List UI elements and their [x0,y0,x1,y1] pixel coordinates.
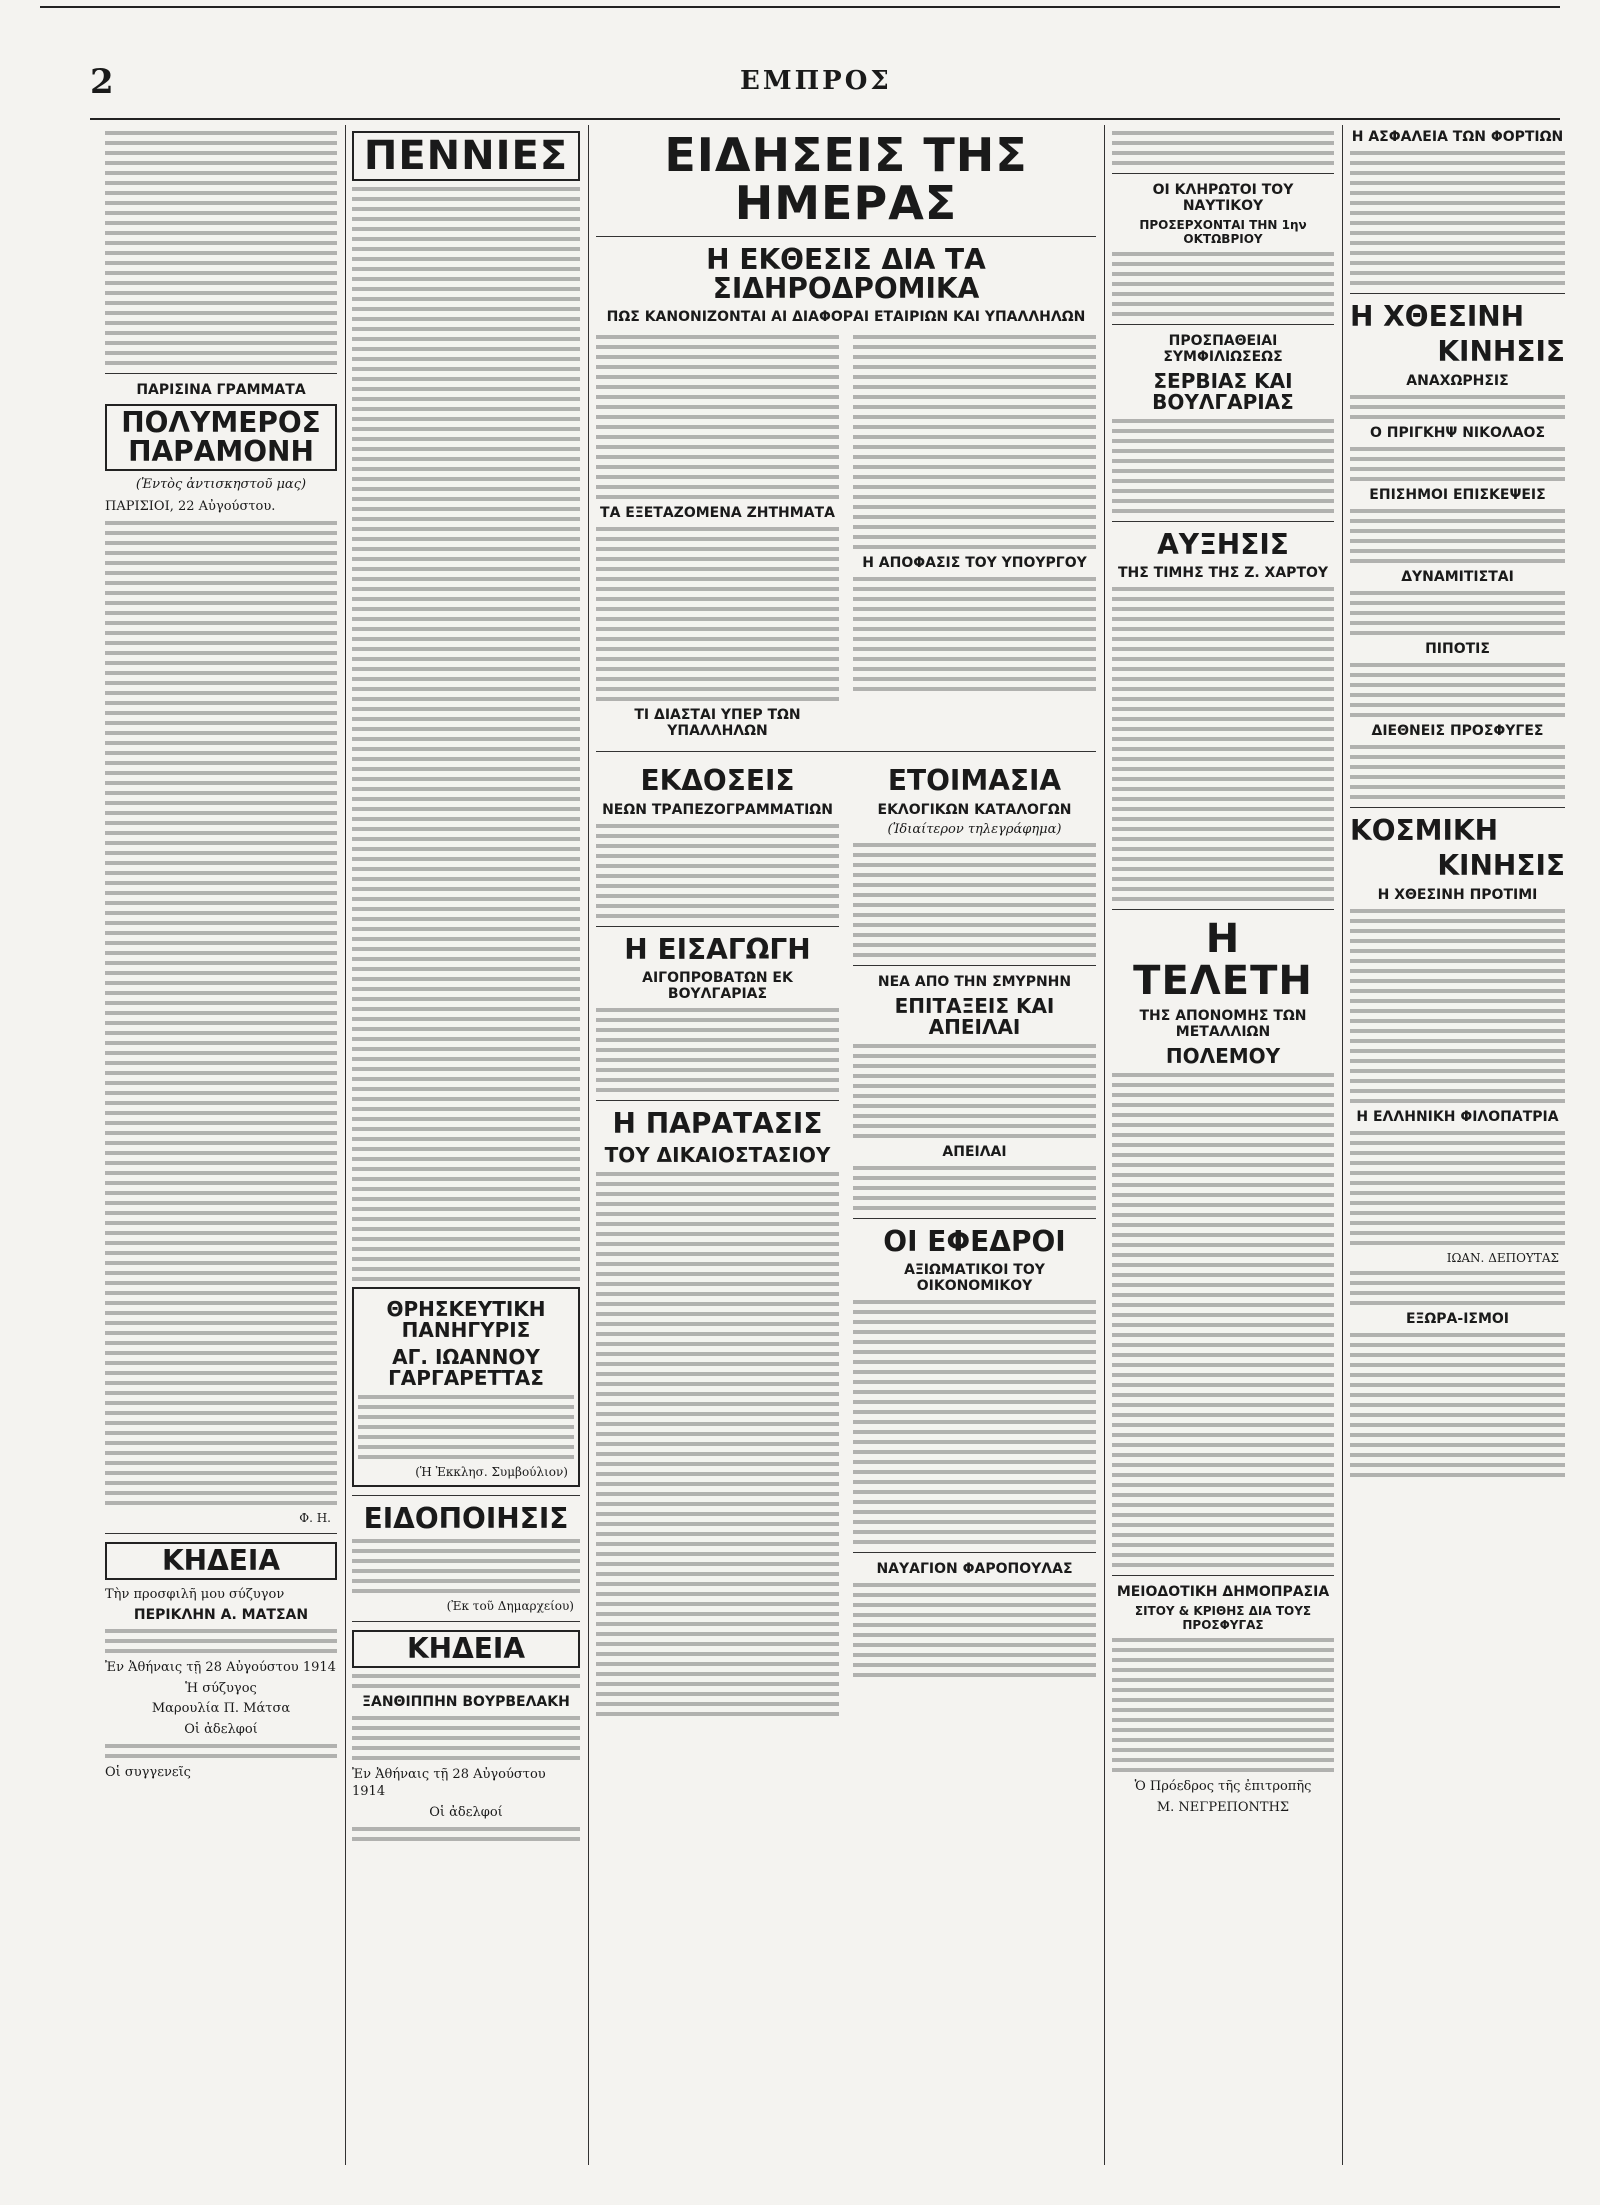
headline: ΝΑΥΑΓΙΟΝ ΦΑΡΟΠΟΥΛΑΣ [876,1561,1073,1578]
headline: ΚΟΣΜΙΚΗ [1350,813,1499,847]
article-body [1112,1638,1334,1772]
headline: ΕΤΟΙΜΑΣΙΑ [887,764,1062,798]
item-title: ΕΠΙΣΗΜΟΙ ΕΠΙΣΚΕΨΕΙΣ [1369,486,1546,503]
festival-subtitle: ΑΓ. ΙΩΑΝΝΟΥ ΓΑΡΓΑΡΕΤΤΑΣ [388,1345,544,1390]
masthead [90,62,1560,122]
headline: Η ΠΑΡΑΤΑΣΙΣ [612,1107,823,1141]
subheading: ΑΞΙΩΜΑΤΙΚΟΙ ΤΟΥ ΟΙΚΟΝΟΜΙΚΟΥ [904,1262,1045,1295]
dateline: ΠΑΡΙΣΙΟΙ, 22 Αὐγούστου. [105,498,276,514]
funeral-relatives: Οἱ συγγενεῖς [105,1765,191,1781]
headline: ΠΡΟΣΠΑΘΕΙΑΙ ΣΥΜΦΙΛΙΩΣΕΩΣ [1163,333,1283,365]
funeral-body [105,1629,337,1653]
headline: ΟΙ ΚΛΗΡΩΤΟΙ ΤΟΥ ΝΑΥΤΙΚΟΥ [1152,182,1294,214]
column-4 [1112,125,1334,2165]
column-divider [1342,125,1343,2165]
headline: Η ΧΘΕΣΙΝΗ [1350,300,1525,333]
newspaper-title: ΕΜΠΡΟΣ [740,66,892,96]
subheading: ΕΚΛΟΓΙΚΩΝ ΚΑΤΑΛΟΓΩΝ [877,801,1072,818]
notice-signature: (Ἐκ τοῦ Δημαρχείου) [446,1599,574,1614]
funeral-siblings: Οἱ ἀδελφοί [184,1721,258,1737]
item-body [1350,909,1565,1103]
item-title: ΕΞΩΡΑ-ΙΣΜΟΙ [1405,1310,1510,1327]
note: (Ἰδιαίτερον τηλεγράφημα) [887,821,1062,837]
column-5 [1350,125,1565,2165]
article-body [853,577,1096,691]
headline: ΑΥΞΗΣΙΣ [1157,528,1289,561]
item-body [1350,591,1565,635]
article-body [853,1583,1096,1677]
signature-title: Ὁ Πρόεδρος τῆς ἐπιτροπῆς [1134,1779,1312,1795]
festival-title: ΘΡΗΣΚΕΥΤΙΚΗ ΠΑΝΗΓΥΡΙΣ [386,1297,546,1342]
festival-body [358,1395,574,1459]
funeral-name: ΞΑΝΘΙΠΠΗΝ ΒΟΥΡΒΕΛΑΚΗ [362,1693,570,1710]
headline: ΜΕΙΟΔΟΤΙΚΗ ΔΗΜΟΠΡΑΣΙΑ [1116,1584,1330,1601]
subheading: ΚΙΝΗΣΙΣ [1437,849,1565,883]
item-body [1350,447,1565,481]
article-body [853,843,1096,957]
article-body [596,824,839,918]
article-body [1112,131,1334,165]
item-body [1350,395,1565,419]
funeral-list [105,1744,337,1758]
item-title: ΔΙΕΘΝΕΙΣ ΠΡΟΣΦΥΓΕΣ [1371,722,1544,739]
item-body [1350,509,1565,563]
subheading: ΤΗΣ ΤΙΜΗΣ ΤΗΣ Ζ. ΧΑΡΤΟΥ [1117,565,1329,582]
article-body [1112,587,1334,901]
subheading: ΤΟΥ ΔΙΚΑΙΟΣΤΑΣΙΟΥ [604,1142,831,1167]
section-title: ΠΑΡΙΣΙΝΑ ΓΡΑΜΜΑΤΑ [136,382,306,398]
article-body [1112,419,1334,513]
item-body [1350,1333,1565,1477]
subheading: (Ἐντὸς ἀντισκηστοῦ μας) [135,476,307,492]
headline: ΝΕΑ ΑΠΟ ΤΗΝ ΣΜΥΡΝΗΝ [877,973,1072,990]
subheading: ΠΩΣ ΚΑΝΟΝΙΖΟΝΤΑΙ ΑΙ ΔΙΑΦΟΡΑΙ ΕΤΑΙΡΙΩΝ ΚΑΙ ΥΠΑΛΛΗΛΩΝ [606,309,1086,326]
column-divider [588,125,589,2165]
top-rule [40,6,1560,8]
item-body [1350,1131,1565,1245]
column-2 [352,125,580,2165]
item-title: ΠΙΠΟΤΙΣ [1425,640,1490,657]
article-columns [596,329,1096,743]
lower-left [596,760,839,1721]
funeral-signature: Οἱ ἀδελφοί [429,1804,503,1820]
article-right [853,329,1096,743]
article-body [1112,1073,1334,1567]
article-subhead: Η ΑΠΟΦΑΣΙΣ ΤΟΥ ΥΠΟΥΡΓΟΥ [862,555,1087,572]
article-left [596,329,839,743]
headline: ΠΕΝΝΙΕΣ [352,131,580,181]
headline: ΟΙ ΕΦΕΔΡΟΙ [883,1224,1066,1258]
article-body [596,527,839,701]
lower-columns [596,760,1096,1721]
item-title: ΑΝΑΧΩΡΗΣΙΣ [1406,372,1509,389]
item-body [1350,1271,1565,1305]
headline: Η ΤΕΛΕΤΗ [1133,916,1313,1005]
subheading: ΝΕΩΝ ΤΡΑΠΕΖΟΓΡΑΜΜΑΤΙΩΝ [602,801,833,818]
section-banner: ΕΙΔΗΣΕΙΣ ΤΗΣ ΗΜΕΡΑΣ [664,128,1028,231]
article-body [853,1300,1096,1544]
subheading: ΣΙΤΟΥ & ΚΡΙΘΗΣ ΔΙΑ ΤΟΥΣ ΠΡΟΣΦΥΓΑΣ [1134,1604,1312,1633]
article-body [105,521,337,1505]
subheading: ΑΙΓΟΠΡΟΒΑΤΩΝ ΕΚ ΒΟΥΛΓΑΡΙΑΣ [642,970,793,1003]
subheading: ΚΙΝΗΣΙΣ [1437,335,1565,369]
subheading: ΠΡΟΣΕΡΧΟΝΤΑΙ ΤΗΝ 1ην ΟΚΤΩΒΡΙΟΥ [1139,218,1307,246]
article-body [853,335,1096,549]
article-body [1350,151,1565,285]
headline: Η ΑΣΦΑΛΕΙΑ ΤΩΝ ΦΟΡΤΙΩΝ [1351,129,1564,145]
funeral-date: Ἐν Ἀθήναις τῇ 28 Αὐγούστου 1914 [352,1766,546,1800]
column-1 [105,125,337,2165]
article-body [596,1172,839,1716]
headline: Η ΕΚΘΕΣΙΣ ΔΙΑ ΤΑ ΣΙΔΗΡΟΔΡΟΜΙΚΑ [706,242,986,305]
article-body [596,1008,839,1092]
page-number: 2 [90,62,114,102]
headline: ΠΟΛΥΜΕΡΟΣ ΠΑΡΑΜΟΝΗ [105,404,337,471]
festival-notice [352,1287,580,1487]
funeral-intro [352,1674,580,1688]
item-title: Ο ΠΡΙΓΚΗΨ ΝΙΚΟΛΑΟΣ [1369,424,1546,441]
funeral-notice-title: ΚΗΔΕΙΑ [105,1542,337,1579]
funeral-body [352,1716,580,1760]
article-body [105,131,337,365]
funeral-name: ΠΕΡΙΚΛΗΝ Α. ΜΑΤΣΑΝ [133,1607,309,1624]
column-3 [596,125,1096,2165]
article-body [596,335,839,499]
subheading: ΤΗΣ ΑΠΟΝΟΜΗΣ ΤΩΝ ΜΕΤΑΛΛΙΩΝ [1139,1008,1307,1041]
article-subhead: ΑΠΕΙΛΑΙ [942,1143,1007,1160]
funeral-intro: Τὴν προσφιλῆ μου σύζυγον [105,1586,285,1602]
item-title: Η ΕΛΛΗΝΙΚΗ ΦΙΛΟΠΑΤΡΙΑ [1356,1108,1559,1125]
subheading: ΠΟΛΕΜΟΥ [1165,1044,1281,1069]
headline: ΕΚΔΟΣΕΙΣ [640,764,795,798]
article-subhead: ΤΑ ΕΞΕΤΑΖΟΜΕΝΑ ΖΗΤΗΜΑΤΑ [600,505,835,522]
funeral-list [352,1827,580,1841]
notice-title: ΕΙΔΟΠΟΙΗΣΙΣ [363,1502,569,1535]
article-subhead: ΤΙ ΔΙΑΣΤΑΙ ΥΠΕΡ ΤΩΝ ΥΠΑΛΛΗΛΩΝ [634,707,801,740]
item-body [1350,745,1565,799]
notice-body [352,1539,580,1593]
item-title: ΔΥΝΑΜΙΤΙΣΤΑΙ [1401,568,1514,585]
funeral-date: Ἐν Ἀθήναις τῇ 28 Αὐγούστου 1914 [105,1660,336,1676]
signature-name: Μ. ΝΕΓΡΕΠΟΝΤΗΣ [1156,1799,1290,1815]
article-body [352,187,580,1281]
column-divider [1104,125,1105,2165]
article-body [1112,252,1334,316]
column-divider [345,125,346,2165]
lower-right [853,760,1096,1721]
subheading: ΕΠΙΤΑΞΕΙΣ ΚΑΙ ΑΠΕΙΛΑΙ [894,993,1055,1039]
festival-signature: (Ἡ Ἐκκλησ. Συμβούλιον) [415,1465,568,1479]
item-body [1350,663,1565,717]
signature: Φ. Η. [299,1511,331,1526]
subheading: ΣΕΡΒΙΑΣ ΚΑΙ ΒΟΥΛΓΑΡΙΑΣ [1152,369,1294,414]
funeral-notice-title: ΚΗΔΕΙΑ [352,1630,580,1667]
headline: Η ΕΙΣΑΓΩΓΗ [624,932,811,966]
article-body [853,1166,1096,1210]
funeral-wife: Ἡ σύζυγος [185,1680,257,1696]
article-body [853,1044,1096,1138]
item-title: Η ΧΘΕΣΙΝΗ ΠΡΟΤΙΜΙ [1377,886,1538,903]
signature: ΙΩΑΝ. ΔΕΠΟΥΤΑΣ [1446,1250,1559,1265]
masthead-rule [90,118,1560,120]
funeral-wife-name: Μαρουλία Π. Μάτσα [151,1701,291,1717]
